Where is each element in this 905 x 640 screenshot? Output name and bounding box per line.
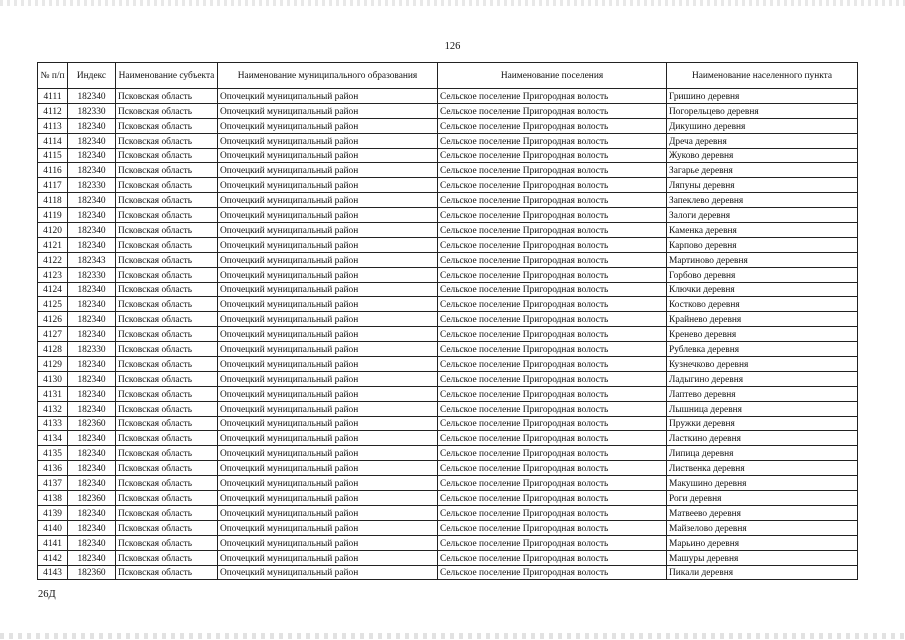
cell-municipality: Опочецкий муниципальный район <box>218 89 438 104</box>
cell-municipality: Опочецкий муниципальный район <box>218 550 438 565</box>
cell-index: 182340 <box>68 312 116 327</box>
cell-index: 182330 <box>68 267 116 282</box>
cell-number: 4139 <box>38 505 68 520</box>
cell-locality: Ласткино деревня <box>667 431 858 446</box>
cell-subject: Псковская область <box>116 103 218 118</box>
cell-index: 182340 <box>68 89 116 104</box>
cell-index: 182340 <box>68 371 116 386</box>
cell-settlement: Сельское поселение Пригородная волость <box>438 327 667 342</box>
cell-locality: Каменка деревня <box>667 223 858 238</box>
cell-number: 4135 <box>38 446 68 461</box>
cell-municipality: Опочецкий муниципальный район <box>218 327 438 342</box>
cell-index: 182340 <box>68 401 116 416</box>
cell-locality: Мартиново деревня <box>667 252 858 267</box>
cell-settlement: Сельское поселение Пригородная волость <box>438 416 667 431</box>
table-row <box>38 148 858 163</box>
table-row <box>38 267 858 282</box>
cell-subject: Псковская область <box>116 267 218 282</box>
cell-locality: Лаптево деревня <box>667 386 858 401</box>
cell-locality: Погорельцево деревня <box>667 103 858 118</box>
cell-settlement: Сельское поселение Пригородная волость <box>438 491 667 506</box>
cell-index: 182340 <box>68 357 116 372</box>
cell-subject: Псковская область <box>116 178 218 193</box>
cell-subject: Псковская область <box>116 148 218 163</box>
cell-settlement: Сельское поселение Пригородная волость <box>438 193 667 208</box>
cell-number: 4113 <box>38 118 68 133</box>
table-row <box>38 327 858 342</box>
cell-subject: Псковская область <box>116 520 218 535</box>
cell-number: 4117 <box>38 178 68 193</box>
cell-number: 4131 <box>38 386 68 401</box>
cell-number: 4120 <box>38 223 68 238</box>
cell-locality: Дикушино деревня <box>667 118 858 133</box>
cell-settlement: Сельское поселение Пригородная волость <box>438 103 667 118</box>
cell-municipality: Опочецкий муниципальный район <box>218 386 438 401</box>
table-row <box>38 565 858 580</box>
cell-subject: Псковская область <box>116 565 218 580</box>
cell-subject: Псковская область <box>116 282 218 297</box>
cell-municipality: Опочецкий муниципальный район <box>218 267 438 282</box>
cell-municipality: Опочецкий муниципальный район <box>218 118 438 133</box>
cell-municipality: Опочецкий муниципальный район <box>218 535 438 550</box>
cell-number: 4141 <box>38 535 68 550</box>
cell-index: 182360 <box>68 416 116 431</box>
cell-municipality: Опочецкий муниципальный район <box>218 401 438 416</box>
cell-locality: Макушино деревня <box>667 476 858 491</box>
cell-locality: Кренево деревня <box>667 327 858 342</box>
cell-locality: Запеклево деревня <box>667 193 858 208</box>
cell-number: 4128 <box>38 342 68 357</box>
header-row <box>38 63 858 89</box>
cell-subject: Псковская область <box>116 357 218 372</box>
cell-index: 182360 <box>68 565 116 580</box>
cell-number: 4125 <box>38 297 68 312</box>
table-row <box>38 178 858 193</box>
table-row <box>38 208 858 223</box>
cell-settlement: Сельское поселение Пригородная волость <box>438 282 667 297</box>
cell-settlement: Сельское поселение Пригородная волость <box>438 342 667 357</box>
cell-locality: Крайнево деревня <box>667 312 858 327</box>
cell-index: 182330 <box>68 103 116 118</box>
cell-index: 182330 <box>68 342 116 357</box>
cell-number: 4126 <box>38 312 68 327</box>
cell-municipality: Опочецкий муниципальный район <box>218 565 438 580</box>
cell-index: 182340 <box>68 446 116 461</box>
header-index: Индекс <box>68 63 116 89</box>
cell-number: 4118 <box>38 193 68 208</box>
table-row <box>38 550 858 565</box>
cell-locality: Кузнечково деревня <box>667 357 858 372</box>
cell-settlement: Сельское поселение Пригородная волость <box>438 431 667 446</box>
cell-municipality: Опочецкий муниципальный район <box>218 446 438 461</box>
table-row <box>38 103 858 118</box>
table-body <box>38 89 858 580</box>
table-row <box>38 237 858 252</box>
cell-municipality: Опочецкий муниципальный район <box>218 178 438 193</box>
cell-locality: Ключки деревня <box>667 282 858 297</box>
cell-locality: Ляпуны деревня <box>667 178 858 193</box>
cell-settlement: Сельское поселение Пригородная волость <box>438 505 667 520</box>
cell-municipality: Опочецкий муниципальный район <box>218 297 438 312</box>
table-row <box>38 446 858 461</box>
cell-locality: Матвеево деревня <box>667 505 858 520</box>
cell-settlement: Сельское поселение Пригородная волость <box>438 461 667 476</box>
cell-locality: Загарье деревня <box>667 163 858 178</box>
cell-settlement: Сельское поселение Пригородная волость <box>438 267 667 282</box>
cell-settlement: Сельское поселение Пригородная волость <box>438 550 667 565</box>
cell-index: 182340 <box>68 237 116 252</box>
cell-locality: Роги деревня <box>667 491 858 506</box>
cell-settlement: Сельское поселение Пригородная волость <box>438 386 667 401</box>
cell-subject: Псковская область <box>116 223 218 238</box>
cell-index: 182360 <box>68 491 116 506</box>
cell-index: 182340 <box>68 148 116 163</box>
cell-locality: Гришино деревня <box>667 89 858 104</box>
cell-subject: Псковская область <box>116 133 218 148</box>
scan-edge-bottom <box>0 633 905 639</box>
cell-settlement: Сельское поселение Пригородная волость <box>438 89 667 104</box>
cell-locality: Майзелово деревня <box>667 520 858 535</box>
cell-number: 4137 <box>38 476 68 491</box>
cell-subject: Псковская область <box>116 312 218 327</box>
table-row <box>38 505 858 520</box>
cell-municipality: Опочецкий муниципальный район <box>218 461 438 476</box>
cell-index: 182340 <box>68 223 116 238</box>
cell-subject: Псковская область <box>116 461 218 476</box>
cell-municipality: Опочецкий муниципальный район <box>218 342 438 357</box>
cell-number: 4116 <box>38 163 68 178</box>
header-settlement: Наименование поселения <box>438 63 667 89</box>
cell-settlement: Сельское поселение Пригородная волость <box>438 223 667 238</box>
cell-index: 182340 <box>68 505 116 520</box>
table-header <box>38 63 858 89</box>
cell-subject: Псковская область <box>116 431 218 446</box>
cell-settlement: Сельское поселение Пригородная волость <box>438 133 667 148</box>
cell-municipality: Опочецкий муниципальный район <box>218 133 438 148</box>
table-row <box>38 282 858 297</box>
cell-subject: Псковская область <box>116 208 218 223</box>
cell-number: 4119 <box>38 208 68 223</box>
page-number: 126 <box>444 41 461 52</box>
cell-locality: Пикали деревня <box>667 565 858 580</box>
table-row <box>38 476 858 491</box>
cell-index: 182340 <box>68 327 116 342</box>
cell-number: 4132 <box>38 401 68 416</box>
cell-settlement: Сельское поселение Пригородная волость <box>438 357 667 372</box>
cell-municipality: Опочецкий муниципальный район <box>218 163 438 178</box>
cell-index: 182340 <box>68 208 116 223</box>
cell-municipality: Опочецкий муниципальный район <box>218 476 438 491</box>
cell-subject: Псковская область <box>116 297 218 312</box>
cell-settlement: Сельское поселение Пригородная волость <box>438 208 667 223</box>
cell-settlement: Сельское поселение Пригородная волость <box>438 446 667 461</box>
cell-index: 182340 <box>68 461 116 476</box>
cell-municipality: Опочецкий муниципальный район <box>218 520 438 535</box>
cell-number: 4115 <box>38 148 68 163</box>
cell-number: 4142 <box>38 550 68 565</box>
cell-subject: Псковская область <box>116 163 218 178</box>
cell-index: 182340 <box>68 520 116 535</box>
cell-index: 182340 <box>68 431 116 446</box>
cell-municipality: Опочецкий муниципальный район <box>218 357 438 372</box>
cell-subject: Псковская область <box>116 401 218 416</box>
table-row <box>38 223 858 238</box>
table-row <box>38 535 858 550</box>
cell-locality: Костково деревня <box>667 297 858 312</box>
cell-locality: Лиственка деревня <box>667 461 858 476</box>
cell-locality: Пружки деревня <box>667 416 858 431</box>
cell-locality: Лышница деревня <box>667 401 858 416</box>
cell-index: 182340 <box>68 550 116 565</box>
cell-index: 182340 <box>68 193 116 208</box>
cell-locality: Карпово деревня <box>667 237 858 252</box>
table-row <box>38 193 858 208</box>
table-row <box>38 401 858 416</box>
cell-locality: Залоги деревня <box>667 208 858 223</box>
header-locality: Наименование населенного пункта <box>667 63 858 89</box>
cell-subject: Псковская область <box>116 89 218 104</box>
cell-municipality: Опочецкий муниципальный район <box>218 237 438 252</box>
table-row <box>38 371 858 386</box>
cell-settlement: Сельское поселение Пригородная волость <box>438 401 667 416</box>
cell-settlement: Сельское поселение Пригородная волость <box>438 520 667 535</box>
settlement-registry-table <box>37 62 858 580</box>
cell-subject: Псковская область <box>116 491 218 506</box>
table-row <box>38 520 858 535</box>
cell-subject: Псковская область <box>116 446 218 461</box>
cell-subject: Псковская область <box>116 535 218 550</box>
header-number: № п/п <box>38 63 68 89</box>
cell-municipality: Опочецкий муниципальный район <box>218 312 438 327</box>
cell-subject: Псковская область <box>116 476 218 491</box>
cell-number: 4130 <box>38 371 68 386</box>
cell-settlement: Сельское поселение Пригородная волость <box>438 178 667 193</box>
cell-settlement: Сельское поселение Пригородная волость <box>438 371 667 386</box>
cell-number: 4114 <box>38 133 68 148</box>
cell-index: 182330 <box>68 178 116 193</box>
cell-subject: Псковская область <box>116 386 218 401</box>
cell-municipality: Опочецкий муниципальный район <box>218 252 438 267</box>
cell-subject: Псковская область <box>116 550 218 565</box>
cell-locality: Жуково деревня <box>667 148 858 163</box>
cell-index: 182340 <box>68 282 116 297</box>
table-row <box>38 461 858 476</box>
cell-municipality: Опочецкий муниципальный район <box>218 282 438 297</box>
header-municipality: Наименование муниципального образования <box>218 63 438 89</box>
cell-municipality: Опочецкий муниципальный район <box>218 431 438 446</box>
table-row <box>38 416 858 431</box>
table-row <box>38 133 858 148</box>
cell-locality: Рублевка деревня <box>667 342 858 357</box>
cell-number: 4122 <box>38 252 68 267</box>
header-subject: Наименование субъекта <box>116 63 218 89</box>
cell-subject: Псковская область <box>116 237 218 252</box>
scan-edge-top <box>0 0 905 6</box>
cell-locality: Ладыгино деревня <box>667 371 858 386</box>
cell-subject: Псковская область <box>116 118 218 133</box>
footer-code: 26Д <box>38 589 56 600</box>
cell-settlement: Сельское поселение Пригородная волость <box>438 252 667 267</box>
table-row <box>38 252 858 267</box>
cell-settlement: Сельское поселение Пригородная волость <box>438 476 667 491</box>
cell-subject: Псковская область <box>116 342 218 357</box>
cell-subject: Псковская область <box>116 505 218 520</box>
cell-municipality: Опочецкий муниципальный район <box>218 416 438 431</box>
cell-settlement: Сельское поселение Пригородная волость <box>438 237 667 252</box>
cell-number: 4123 <box>38 267 68 282</box>
cell-number: 4112 <box>38 103 68 118</box>
cell-settlement: Сельское поселение Пригородная волость <box>438 118 667 133</box>
cell-number: 4127 <box>38 327 68 342</box>
cell-number: 4133 <box>38 416 68 431</box>
cell-number: 4138 <box>38 491 68 506</box>
table-row <box>38 118 858 133</box>
cell-locality: Горбово деревня <box>667 267 858 282</box>
cell-settlement: Сельское поселение Пригородная волость <box>438 297 667 312</box>
table-row <box>38 431 858 446</box>
table-row <box>38 297 858 312</box>
cell-index: 182340 <box>68 535 116 550</box>
table-row <box>38 386 858 401</box>
cell-subject: Псковская область <box>116 371 218 386</box>
cell-municipality: Опочецкий муниципальный район <box>218 103 438 118</box>
cell-locality: Марьино деревня <box>667 535 858 550</box>
table-row <box>38 312 858 327</box>
cell-index: 182340 <box>68 163 116 178</box>
table-row <box>38 342 858 357</box>
cell-number: 4134 <box>38 431 68 446</box>
cell-municipality: Опочецкий муниципальный район <box>218 505 438 520</box>
cell-municipality: Опочецкий муниципальный район <box>218 223 438 238</box>
cell-settlement: Сельское поселение Пригородная волость <box>438 312 667 327</box>
cell-locality: Дреча деревня <box>667 133 858 148</box>
cell-settlement: Сельское поселение Пригородная волость <box>438 535 667 550</box>
cell-subject: Псковская область <box>116 252 218 267</box>
cell-index: 182343 <box>68 252 116 267</box>
table-row <box>38 357 858 372</box>
cell-municipality: Опочецкий муниципальный район <box>218 208 438 223</box>
cell-index: 182340 <box>68 386 116 401</box>
cell-index: 182340 <box>68 118 116 133</box>
cell-locality: Липица деревня <box>667 446 858 461</box>
cell-settlement: Сельское поселение Пригородная волость <box>438 565 667 580</box>
cell-settlement: Сельское поселение Пригородная волость <box>438 163 667 178</box>
cell-settlement: Сельское поселение Пригородная волость <box>438 148 667 163</box>
table-row <box>38 89 858 104</box>
cell-subject: Псковская область <box>116 193 218 208</box>
cell-municipality: Опочецкий муниципальный район <box>218 371 438 386</box>
cell-number: 4136 <box>38 461 68 476</box>
cell-number: 4129 <box>38 357 68 372</box>
cell-number: 4140 <box>38 520 68 535</box>
table-row <box>38 163 858 178</box>
cell-index: 182340 <box>68 133 116 148</box>
cell-index: 182340 <box>68 476 116 491</box>
cell-number: 4143 <box>38 565 68 580</box>
cell-index: 182340 <box>68 297 116 312</box>
cell-municipality: Опочецкий муниципальный район <box>218 193 438 208</box>
cell-municipality: Опочецкий муниципальный район <box>218 491 438 506</box>
cell-locality: Машуры деревня <box>667 550 858 565</box>
cell-number: 4124 <box>38 282 68 297</box>
table-row <box>38 491 858 506</box>
cell-municipality: Опочецкий муниципальный район <box>218 148 438 163</box>
cell-number: 4111 <box>38 89 68 104</box>
cell-number: 4121 <box>38 237 68 252</box>
cell-subject: Псковская область <box>116 416 218 431</box>
cell-subject: Псковская область <box>116 327 218 342</box>
